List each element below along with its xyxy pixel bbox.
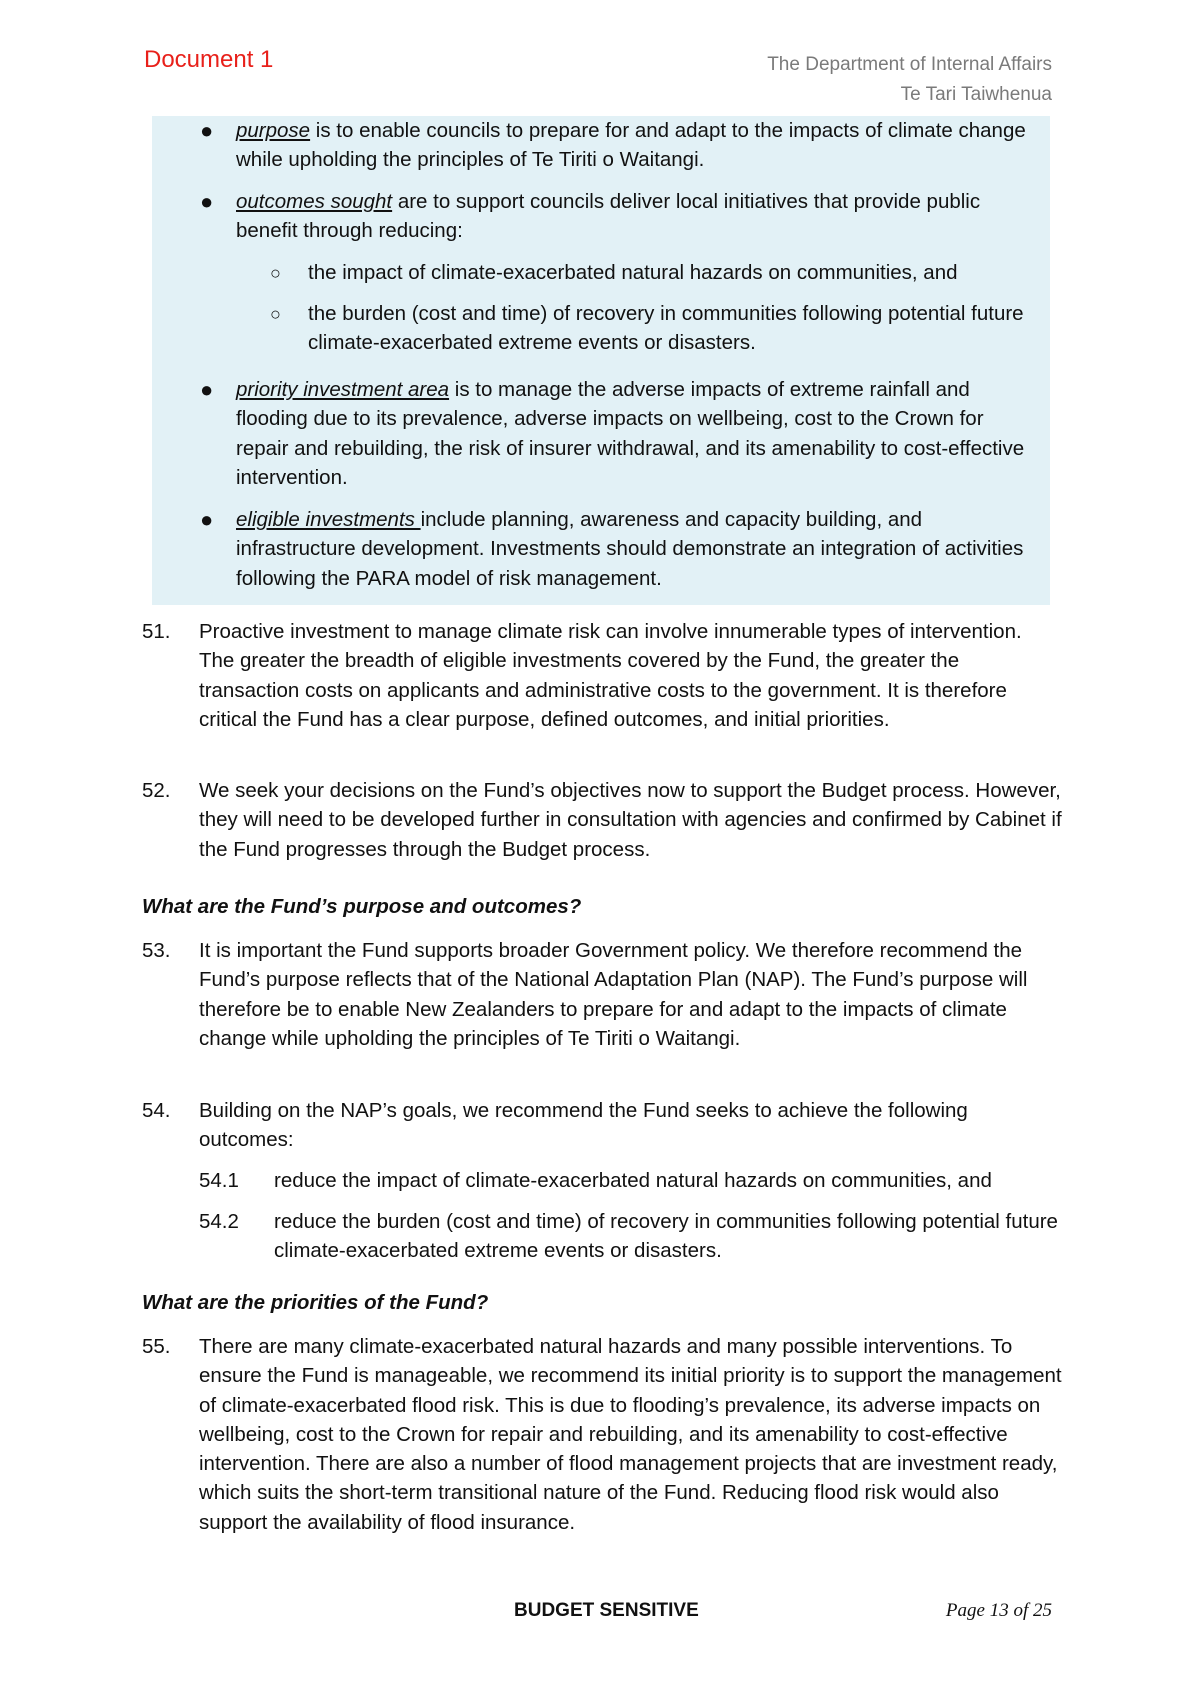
bullet-text: are to support councils deliver local initiatives that provide public benefit through reducing: <box>236 190 981 243</box>
paragraph-number: 53. <box>142 939 171 962</box>
bullet-text: include planning, awareness and capacity building, and infrastructure development. Investments should demonstrate an integration of activities following the PARA model of risk management. <box>236 508 1024 590</box>
paragraph-text: We seek your decisions on the Fund’s objectives now to support the Budget process. However, they will need to be developed further in consultation with agencies and confirmed by Cabinet if the Fund progresses through the Budget process. <box>199 779 1062 861</box>
bullet-term: priority investment area <box>236 378 450 401</box>
hollow-bullet-icon: ○ <box>270 263 281 283</box>
bullet-text: is to manage the adverse impacts of extreme rainfall and flooding due to its prevalence, adverse impacts on wellbeing, cost to the Crown for repair and rebuilding, the risk of insurer withdrawal, and its amenability to cost-effective intervention. <box>236 378 1025 489</box>
paragraph-number: 55. <box>142 1335 171 1358</box>
bullet-icon: ● <box>200 377 214 402</box>
classification-label: BUDGET SENSITIVE <box>514 1600 699 1621</box>
paragraph-text: Building on the NAP’s goals, we recommend the Fund seeks to achieve the following outcomes: <box>199 1099 968 1152</box>
hollow-bullet-icon: ○ <box>270 304 281 324</box>
organisation-header <box>767 50 1052 110</box>
sub-paragraph-number: 54.2 <box>199 1210 239 1233</box>
section-heading-priorities: What are the priorities of the Fund? <box>142 1291 489 1314</box>
paragraph-text: It is important the Fund supports broader Government policy. We therefore recommend the Fund’s purpose reflects that of the National Adaptation Plan (NAP). The Fund’s purpose will therefore be to enable New Zealanders to prepare for and adapt to the impacts of climate change while upholding the principles of Te Tiriti o Waitangi. <box>199 939 1028 1050</box>
org-maori-name: Te Tari Taiwhenua <box>900 84 1052 105</box>
paragraph-number: 51. <box>142 620 171 643</box>
paragraph-number: 52. <box>142 779 171 802</box>
org-name: The Department of Internal Affairs <box>767 54 1052 75</box>
paragraph-text: Proactive investment to manage climate risk can involve innumerable types of intervention. The greater the breadth of eligible investments covered by the Fund, the greater the transaction costs on applicants and administrative costs to the government. It is therefore critical the Fund has a clear purpose, defined outcomes, and initial priorities. <box>199 620 1022 731</box>
paragraph-number: 54. <box>142 1099 171 1122</box>
bullet-text: is to enable councils to prepare for and adapt to the impacts of climate change while upholding the principles of Te Tiriti o Waitangi. <box>236 119 1026 172</box>
bullet-term: purpose <box>236 119 311 142</box>
sub-paragraph-text: reduce the burden (cost and time) of recovery in communities following potential future climate-exacerbated extreme events or disasters. <box>274 1210 1058 1263</box>
bullet-icon: ● <box>200 189 214 214</box>
document-label: Document 1 <box>144 46 274 73</box>
sub-paragraph-number: 54.1 <box>199 1169 239 1192</box>
bullet-term: eligible investments <box>236 508 421 531</box>
paragraph-text: There are many climate-exacerbated natural hazards and many possible interventions. To ensure the Fund is manageable, we recommend its initial priority is to support the management of climate-exacerbated flood risk. This is due to flooding’s prevalence, its adverse impacts on wellbeing, cost to the Crown for repair and rebuilding, and its amenability to cost-effective intervention. There are also a number of flood management projects that are investment ready, which suits the short-term transitional nature of the Fund. Reducing flood risk would also support the availability of flood insurance. <box>199 1335 1062 1534</box>
sub-paragraph-text: reduce the impact of climate-exacerbated natural hazards on communities, and <box>274 1169 992 1192</box>
page-indicator: Page 13 of 25 <box>945 1600 1052 1621</box>
bullet-icon: ● <box>200 118 214 143</box>
bullet-term: outcomes sought <box>236 190 393 213</box>
bullet-icon: ● <box>200 507 214 532</box>
section-heading-purpose-outcomes: What are the Fund’s purpose and outcomes? <box>142 895 582 918</box>
